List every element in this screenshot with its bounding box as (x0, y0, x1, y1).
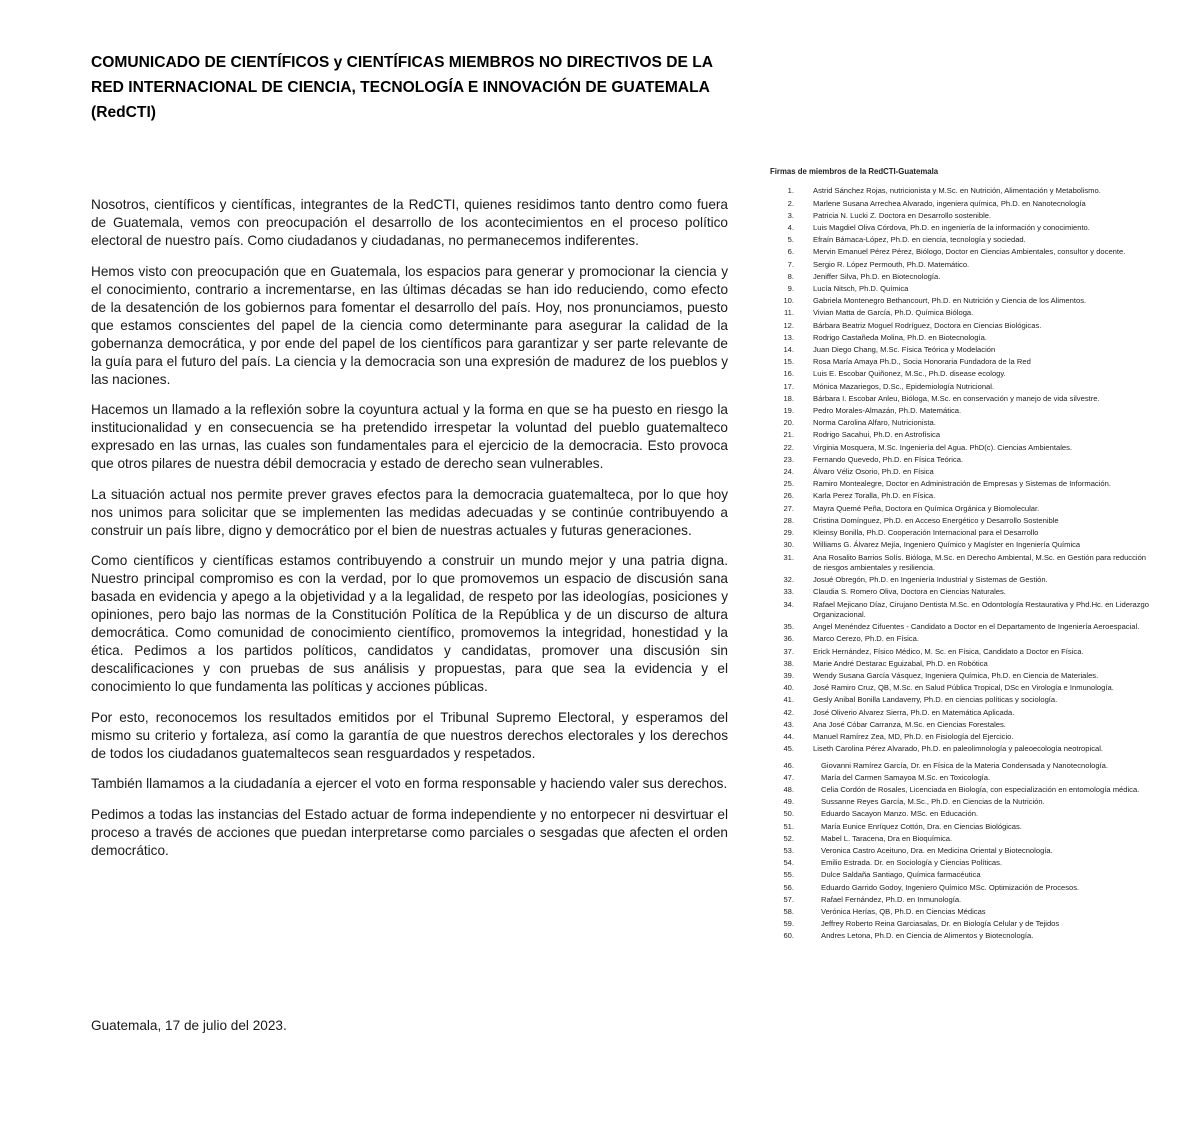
signature-number: 54. (783, 858, 794, 868)
signature-item (770, 504, 1150, 514)
signature-item (770, 479, 1150, 489)
signature-number: 47. (783, 772, 794, 782)
signature-text: Luis E. Escobar Quiñonez, M.Sc., Ph.D. disease ecology. (813, 369, 1006, 379)
signature-text: Mervin Emanuel Pérez Pérez, Biólogo, Doctor en Ciencias Ambientales, consultor y docente. (813, 247, 1126, 257)
signature-item (770, 634, 1150, 644)
signature-text: Pedro Morales-Almazán, Ph.D. Matemática. (813, 406, 962, 416)
signature-text: Sergio R. López Permouth, Ph.D. Matemático. (813, 259, 970, 269)
signature-item (770, 345, 1150, 355)
signature-number: 4. (787, 223, 794, 233)
signature-item (770, 931, 1150, 941)
signature-text: Mónica Mazariegos, D.Sc., Epidemiología Nutricional. (813, 381, 995, 391)
signature-number: 7. (787, 259, 794, 269)
signature-number: 27. (783, 503, 794, 513)
signature-number: 28. (783, 515, 794, 525)
signature-item (770, 732, 1150, 742)
signature-text: Manuel Ramírez Zea, MD, Ph.D. en Fisiología del Ejercicio. (813, 731, 1014, 741)
signature-number: 59. (783, 919, 794, 929)
signature-item (770, 418, 1150, 428)
signature-text: Andres Letona, Ph.D. en Ciencia de Alimentos y Biotecnología. (821, 931, 1034, 941)
signature-number: 21. (783, 430, 794, 440)
signature-text: María Eunice Enríquez Cottón, Dra. en Ciencias Biológicas. (821, 821, 1022, 831)
signature-text: José Oliverio Alvarez Sierra, Ph.D. en Matemática Aplicada. (813, 707, 1015, 717)
signature-number: 44. (783, 731, 794, 741)
paragraph-state: Pedimos a todas las instancias del Estado actuar de forma independiente y no entorpecer ni desvirtuar el proceso a través de acciones que puedan interpretarse como parciales o sesgadas que afecten el orden democrático. (91, 806, 728, 858)
signature-item (770, 883, 1150, 893)
signature-number: 26. (783, 491, 794, 501)
signature-number: 51. (783, 821, 794, 831)
signature-number: 1. (787, 186, 794, 196)
signature-item (770, 211, 1150, 221)
signature-number: 41. (783, 695, 794, 705)
signature-text: Luis Magdiel Oliva Córdova, Ph.D. en ingeniería de la información y conocimiento. (813, 223, 1090, 233)
signature-text: Eduardo Sacayon Manzo. MSc. en Educación. (821, 809, 979, 819)
signature-number: 12. (783, 320, 794, 330)
signature-number: 33. (783, 587, 794, 597)
signature-item (770, 600, 1150, 621)
signature-text: Jeffrey Roberto Reina Garciasalas, Dr. en Biología Celular y de Tejidos (821, 919, 1060, 929)
signature-item (770, 834, 1150, 844)
signature-number: 35. (783, 622, 794, 632)
signature-item (770, 858, 1150, 868)
signature-item (770, 528, 1150, 538)
signature-text: Ramiro Montealegre, Doctor en Administración de Empresas y Sistemas de Información. (813, 479, 1111, 489)
signature-number: 24. (783, 467, 794, 477)
signature-text: Rodrigo Sacahui, Ph.D. en Astrofísica (813, 430, 941, 440)
signature-text: Cristina Domínguez, Ph.D. en Acceso Energético y Desarrollo Sostenible (813, 515, 1059, 525)
signature-text: Kleinsy Bonilla, Ph.D. Cooperación Internacional para el Desarrollo (813, 528, 1039, 538)
signature-text: Eduardo Garrido Godoy, Ingeniero Químico MSc. Optimización de Procesos. (821, 882, 1080, 892)
signature-text: Bárbara Beatriz Moguel Rodríguez, Doctora en Ciencias Biológicas. (813, 320, 1042, 330)
document-title: COMUNICADO DE CIENTÍFICOS y CIENTÍFICAS MIEMBROS NO DIRECTIVOS DE LA RED INTERNACIONAL DE CIENCIA, TECNOLOGÍA E INNOVACIÓN DE GUATEMALA (RedCTI) (91, 54, 713, 121)
signature-number: 23. (783, 454, 794, 464)
signature-text: Lucía Nitsch, Ph.D. Química (813, 284, 909, 294)
signature-number: 20. (783, 418, 794, 428)
signature-item (770, 846, 1150, 856)
signature-text: Norma Carolina Alfaro, Nutricionista. (813, 418, 936, 428)
signature-item (770, 895, 1150, 905)
signature-text: Ana José Cóbar Carranza, M.Sc. en Ciencias Forestales. (813, 719, 1006, 729)
signature-text: Dulce Saldaña Santiago, Química farmacéutica (821, 870, 981, 880)
signature-item (770, 467, 1150, 477)
signature-text: Gesly Anibal Bonilla Landaverry, Ph.D. en ciencias políticas y sociología. (813, 695, 1058, 705)
signature-number: 18. (783, 393, 794, 403)
signature-number: 45. (783, 744, 794, 754)
signature-text: Bárbara I. Escobar Anleu, Bióloga, M.Sc. en conservación y manejo de vida silvestre. (813, 393, 1100, 403)
signature-number: 49. (783, 797, 794, 807)
signature-number: 52. (783, 833, 794, 843)
signature-item (770, 622, 1150, 632)
signature-number: 8. (787, 271, 794, 281)
signature-number: 58. (783, 907, 794, 916)
signature-item (770, 553, 1150, 574)
signature-text: Ana Rosalito Barrios Solís. Bióloga, M.Sc. en Derecho Ambiental, M.Sc. en Gestión para reducción de riesgos ambientales y resiliencia. (813, 552, 1147, 572)
signature-number: 38. (783, 658, 794, 668)
signature-number: 55. (783, 870, 794, 880)
signature-text: Erick Hernández, Físico Médico, M. Sc. en Física, Candidato a Doctor en Física. (813, 646, 1084, 656)
signatures-heading: Firmas de miembros de la RedCTI-Guatemala (770, 167, 939, 176)
signature-text: Emilio Estrada. Dr. en Sociología y Ciencias Políticas. (821, 858, 1003, 868)
signature-number: 9. (787, 284, 794, 294)
signature-number: 2. (787, 198, 794, 208)
signature-text: Rafael Mejicano Díaz, Cirujano Dentista M.Sc. en Odontología Restaurativa y Phd.Hc. en Liderazgo Organizacional. (813, 599, 1149, 619)
signature-text: Sussanne Reyes García, M.Sc., Ph.D. en Ciencias de la Nutrición. (821, 797, 1045, 807)
signature-number: 6. (787, 247, 794, 257)
paragraph-intro: Nosotros, científicos y científicas, integrantes de la RedCTI, quienes residimos tanto dentro como fuera de Guatemala, vemos con preocupación el desarrollo de los acontecimientos en el proceso político electoral de nuestro país. Como ciudadanos y ciudadanas, no permanecemos indiferentes. (91, 197, 728, 248)
signature-number: 53. (783, 845, 794, 855)
signature-item (770, 199, 1150, 209)
signature-number: 42. (783, 707, 794, 717)
signature-text: Marlene Susana Arrechea Alvarado, ingeniera química, Ph.D. en Nanotecnología (813, 198, 1086, 208)
signature-number: 3. (787, 210, 794, 220)
signature-number: 37. (783, 646, 794, 656)
signature-text: Virginia Mosquera, M.Sc. Ingeniería del Agua. PhD(c). Ciencias Ambientales. (813, 442, 1073, 452)
signature-item (770, 870, 1150, 880)
signature-number: 30. (783, 540, 794, 550)
paragraph-science-space: Hemos visto con preocupación que en Guatemala, los espacios para generar y promocionar la ciencia y el conocimiento, contrario a incrementarse, en las últimas décadas se han ido reduciendo, como efecto de la desatención de los gobiernos para fomentar el desarrollo del país. Hoy, nos pronunciamos, puesto que estamos conscientes del papel de la ciencia como determinante para asegurar la calidad de la gobernanza democrática, y por ende del papel de los científicos para garantizar y ser parte relevante de la guía para el futuro del país. La ciencia y la democracia son una expresión de madurez de los pueblos y las naciones. (91, 263, 728, 387)
signature-item (770, 406, 1150, 416)
signature-item (770, 321, 1150, 331)
signature-item (770, 491, 1150, 501)
signature-item (770, 695, 1150, 705)
signature-number: 48. (783, 784, 794, 794)
signature-item (770, 186, 1150, 196)
signature-text: Patricia N. Lucki Z. Doctora en Desarrollo sostenible. (813, 210, 992, 220)
signature-item (770, 308, 1150, 318)
signature-text: Rafael Fernández, Ph.D. en Inmunología. (821, 894, 962, 904)
signature-item (770, 272, 1150, 282)
signature-number: 13. (783, 332, 794, 342)
signature-number: 57. (783, 894, 794, 904)
signature-number: 56. (783, 882, 794, 892)
signature-item (770, 671, 1150, 681)
signature-number: 32. (783, 575, 794, 585)
signature-text: Fernando Quevedo, Ph.D. en Física Teórica. (813, 454, 964, 464)
signatures-list-a (770, 186, 1150, 754)
signature-text: Giovanni Ramírez García, Dr. en Física de la Materia Condensada y Nanotecnología. (821, 760, 1109, 770)
signature-text: Mabel L. Taracena, Dra en Bioquímica. (821, 833, 953, 843)
signature-item (770, 369, 1150, 379)
paragraph-tse: Por esto, reconocemos los resultados emitidos por el Tribunal Supremo Electoral, y esperamos del mismo su criterio y fortaleza, así como la garantía de que nuestros derechos electorales y los derechos de todos los ciudadanos guatemaltecos sean resguardados y respetados. (91, 709, 728, 761)
signature-number: 39. (783, 670, 794, 680)
signatures-section (770, 167, 1150, 944)
signature-number: 10. (783, 296, 794, 306)
place-date: Guatemala, 17 de julio del 2023. (91, 1018, 287, 1033)
signature-text: Williams G. Álvarez Mejía, Ingeniero Químico y Magíster en Ingeniería Química (813, 540, 1081, 550)
signature-item (770, 785, 1150, 795)
signature-item (770, 647, 1150, 657)
signature-text: Rodrigo Castañeda Molina, Ph.D. en Biotecnología. (813, 332, 987, 342)
signature-text: Jeniffer Silva, Ph.D. en Biotecnología. (813, 271, 941, 281)
signature-number: 46. (783, 760, 794, 770)
signature-text: Karla Perez Toralla, Ph.D. en Física. (813, 491, 936, 501)
signature-text: Celia Cordón de Rosales, Licenciada en Biología, con especialización en entomología médica. (821, 784, 1140, 794)
signature-item (770, 720, 1150, 730)
signature-number: 15. (783, 357, 794, 367)
signature-text: Veronica Castro Aceituno, Dra. en Medicina Oriental y Biotecnología. (821, 845, 1053, 855)
signature-number: 29. (783, 528, 794, 538)
signature-item (770, 708, 1150, 718)
signature-text: Rosa María Amaya Ph.D., Socia Honoraria Fundadora de la Red (813, 357, 1031, 367)
signature-number: 17. (783, 381, 794, 391)
signature-text: Wendy Susana García Vásquez, Ingeniera Química, Ph.D. en Ciencia de Materiales. (813, 670, 1099, 680)
signature-text: Angel Menéndez Cifuentes - Candidato a Doctor en el Departamento de Ingeniería Aeroespacial. (813, 622, 1140, 632)
signature-text: Josué Obregón, Ph.D. en Ingeniería Industrial y Sistemas de Gestión. (813, 575, 1048, 585)
signature-number: 40. (783, 683, 794, 693)
signature-text: Efraín Bámaca-López, Ph.D. en ciencia, tecnología y sociedad. (813, 235, 1026, 245)
signature-number: 31. (783, 552, 794, 562)
signature-text: Juan Diego Chang, M.Sc. Física Teórica y Modelación (813, 345, 996, 355)
paragraph-reflection: Hacemos un llamado a la reflexión sobre la coyuntura actual y la forma en que se ha puesto en riesgo la institucionalidad y en consecuencia se ha pretendido irrespetar la voluntad del pueblo guatemalteco expresado en las urnas, las cuales son fundamentales para el ejercicio de la democracia. Esto provoca que otros pilares de nuestra débil democracia y estado de derecho sean vulnerables. (91, 402, 728, 471)
signature-item (770, 683, 1150, 693)
signature-item (770, 797, 1150, 807)
signature-number: 60. (783, 931, 794, 941)
signature-item (770, 247, 1150, 257)
signature-item (770, 382, 1150, 392)
signature-item (770, 235, 1150, 245)
paragraph-commitment: Como científicos y científicas estamos contribuyendo a construir un mundo mejor y una patria digna. Nuestro principal compromiso es con la verdad, por lo que promovemos un espacio de discusión sana basada en evidencia y apego a la objetividad y a la legalidad, de respeto por las ideologías, posiciones y opiniones, pero bajo las normas de la Constitución Política de la República y de un discurso de altura democrática. Como comunidad de conocimiento científico, promovemos la integridad, honestidad y la ética. Pedimos a los partidos políticos, candidatos y candidatas, promover una discusión sin descalificaciones y con pruebas de sus análisis y propuestas, para que sea la evidencia y el conocimiento lo que fundamenta las políticas y acciones públicas. (91, 553, 728, 694)
signature-item (770, 455, 1150, 465)
signature-item (770, 296, 1150, 306)
signature-item (770, 260, 1150, 270)
signature-number: 50. (783, 809, 794, 819)
signature-number: 34. (783, 599, 794, 609)
paragraph-situation: La situación actual nos permite prever graves efectos para la democracia guatemalteca, por lo que hoy nos unimos para solicitar que se implementen las medidas adecuadas y se continúe contribuyendo a construir un país libre, digno y democrático por el bien de nuestras actuales y futuras generaciones. (91, 486, 728, 538)
signature-item (770, 394, 1150, 404)
signature-item (770, 357, 1150, 367)
signature-item (770, 822, 1150, 832)
signature-number: 11. (784, 308, 794, 318)
signature-number: 14. (783, 345, 794, 355)
signature-text: Claudia S. Romero Oliva, Doctora en Ciencias Naturales. (813, 587, 1006, 597)
signature-number: 16. (783, 369, 794, 379)
signature-text: Vivian Matta de García, Ph.D. Química Bióloga. (813, 308, 974, 318)
signature-item (770, 223, 1150, 233)
signature-item (770, 809, 1150, 819)
signature-number: 25. (783, 479, 794, 489)
signature-item (770, 284, 1150, 294)
signature-item (770, 430, 1150, 440)
signature-text: José Ramiro Cruz, QB, M.Sc. en Salud Pública Tropical, DSc en Virología e Inmunología. (813, 683, 1114, 693)
paragraph-vote: También llamamos a la ciudadanía a ejercer el voto en forma responsable y haciendo valer sus derechos. (91, 776, 728, 791)
statement-body (91, 196, 728, 872)
signatures-list-b (770, 761, 1150, 942)
signature-item (770, 761, 1150, 771)
signature-item (770, 443, 1150, 453)
signature-text: Mayra Quemé Peña, Doctora en Química Orgánica y Biomolecular. (813, 503, 1040, 513)
signature-text: Liseth Carolina Pérez Alvarado, Ph.D. en paleolimnología y paleoecología neotropical. (813, 744, 1104, 754)
signature-text: Verónica Herías, QB, Ph.D. en Ciencias Médicas (821, 907, 986, 916)
signature-item (770, 516, 1150, 526)
signature-item (770, 744, 1150, 754)
signature-text: Gabriela Montenegro Bethancourt, Ph.D. en Nutrición y Ciencia de los Alimentos. (813, 296, 1087, 306)
signature-number: 22. (783, 442, 794, 452)
signature-text: Marco Cerezo, Ph.D. en Física. (813, 634, 919, 644)
signature-item (770, 587, 1150, 597)
signature-text: Álvaro Véliz Osorio, Ph.D. en Física (813, 467, 934, 477)
signature-item (770, 907, 1150, 917)
signature-text: María del Carmen Samayoa M.Sc. en Toxicología. (821, 772, 991, 782)
signature-item (770, 919, 1150, 929)
signature-number: 36. (783, 634, 794, 644)
signature-text: Marie André Destarac Eguizabal, Ph.D. en Robótica (813, 658, 988, 668)
signature-number: 43. (783, 719, 794, 729)
signature-item (770, 659, 1150, 669)
signature-item (770, 773, 1150, 783)
signature-text: Astrid Sánchez Rojas, nutricionista y M.Sc. en Nutrición, Alimentación y Metabolismo. (813, 186, 1101, 196)
signature-item (770, 333, 1150, 343)
signature-item (770, 575, 1150, 585)
signature-number: 5. (787, 235, 794, 245)
signature-number: 19. (783, 406, 794, 416)
signature-item (770, 540, 1150, 550)
